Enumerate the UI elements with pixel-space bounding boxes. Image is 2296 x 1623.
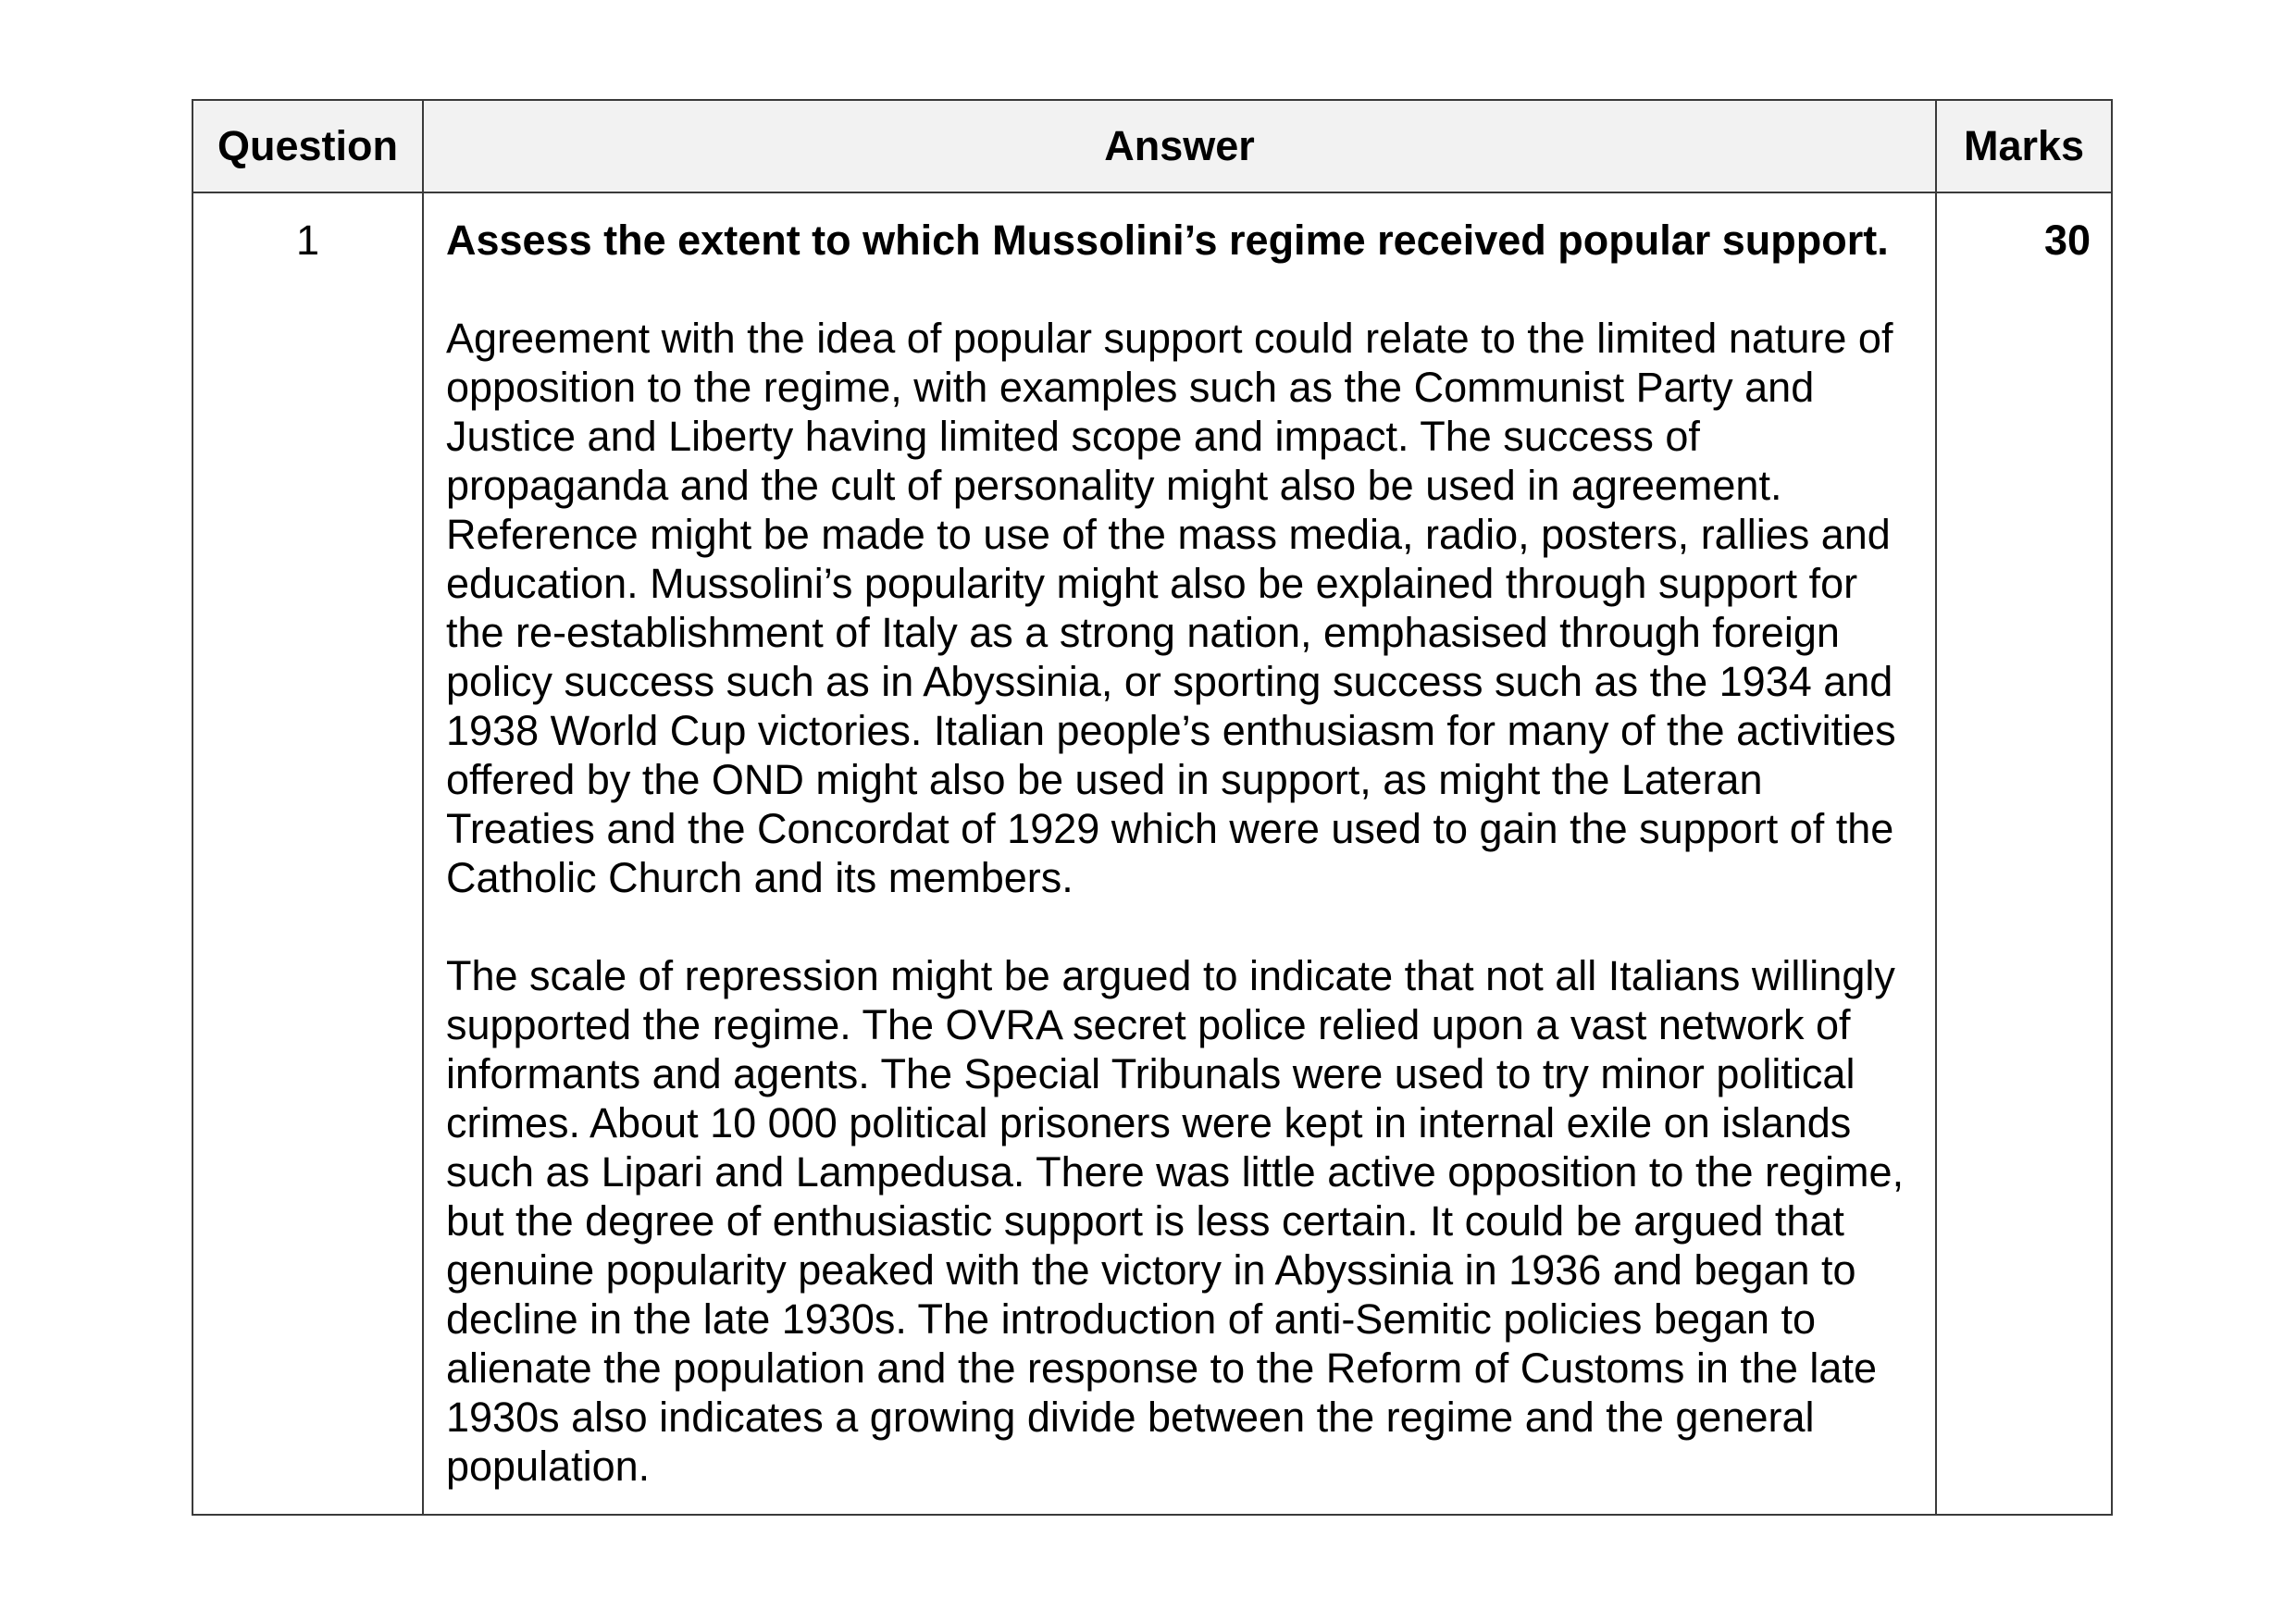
question-number: 1 xyxy=(192,192,423,1515)
question-prompt: Assess the extent to which Mussolini’s regime received popular support. xyxy=(446,217,1889,264)
answer-paragraph-repression: The scale of repression might be argued to indicate that not all Italians willingly supported the regime. The OVRA secret police relied upon a vast network of informants and agents. The Special Tribunals were used to try minor political crimes. About 10 000 political prisoners were kept in internal exile on islands such as Lipari and Lampedusa. There was little active opposition to the regime, but the degree of enthusiastic support is less certain. It could be argued that genuine popularity peaked with the victory in Abyssinia in 1936 and began to decline in the late 1930s. The introduction of anti-Semitic policies began to alienate the population and the response to the Reform of Customs in the late 1930s also indicates a growing divide between the regime and the general population. xyxy=(446,952,1905,1490)
answer-cell xyxy=(423,192,1936,1515)
header-row xyxy=(192,100,2112,192)
header-marks: Marks xyxy=(1936,100,2112,192)
table-body xyxy=(192,192,2112,1515)
table-row xyxy=(192,192,2112,1515)
mark-scheme-table xyxy=(192,99,2113,1516)
answer-paragraph-agreement: Agreement with the idea of popular support could relate to the limited nature of opposition to the regime, with examples such as the Communist Party and Justice and Liberty having limited scope and impact. The success of propaganda and the cult of personality might also be used in agreement. Reference might be made to use of the mass media, radio, posters, rallies and education. Mussolini’s popularity might also be explained through support for the re-establishment of Italy as a strong nation, emphasised through foreign policy success such as in Abyssinia, or sporting success such as the 1934 and 1938 World Cup victories. Italian people’s enthusiasm for many of the activities offered by the OND might also be used in support, as might the Lateran Treaties and the Concordat of 1929 which were used to gain the support of the Catholic Church and its members. xyxy=(446,315,1896,901)
header-question: Question xyxy=(192,100,423,192)
marks-value: 30 xyxy=(1936,192,2112,1515)
table-header xyxy=(192,100,2112,192)
header-answer: Answer xyxy=(423,100,1936,192)
